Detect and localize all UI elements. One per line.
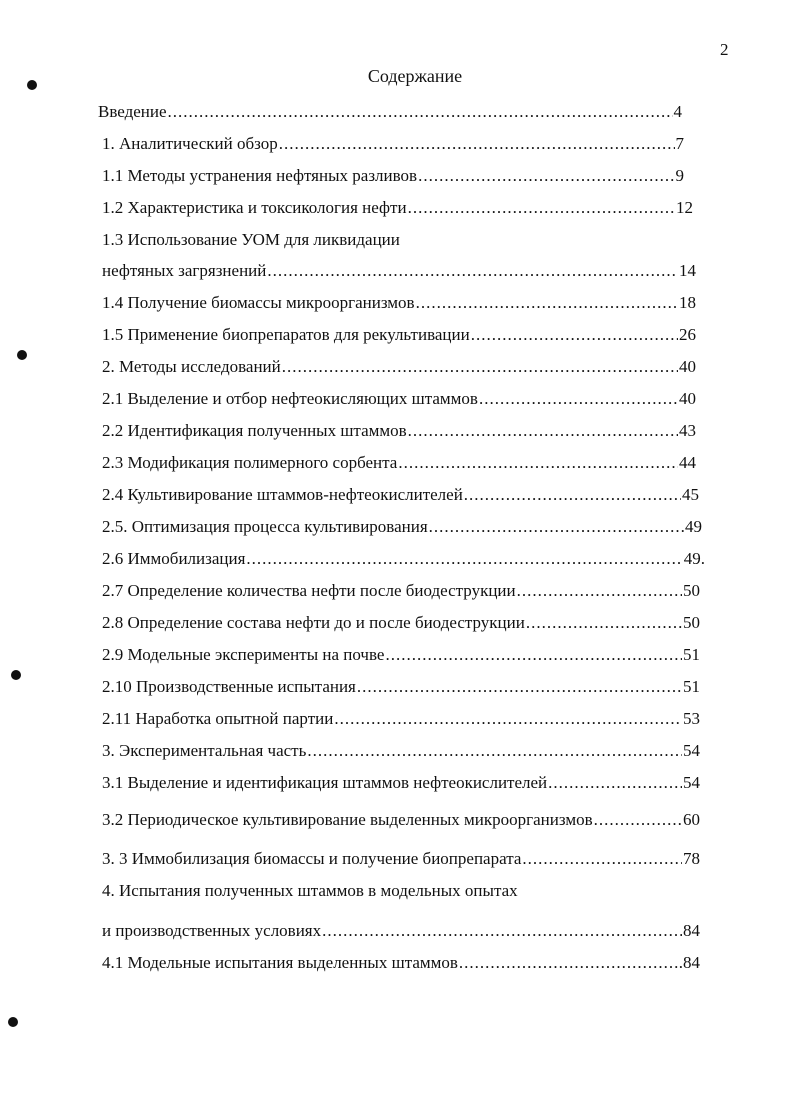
toc-entry-page: 50: [683, 581, 700, 600]
toc-entry-label: 1. Аналитический обзор: [102, 134, 278, 153]
toc-leader-dots: [416, 292, 678, 314]
toc-entry: [102, 452, 696, 474]
toc-entry-label: 4.1 Модельные испытания выделенных штаммов: [102, 953, 458, 972]
toc-leader-dots: [517, 580, 682, 602]
toc-entry-label: 2.4 Культивирование штаммов-нефтеокислителей: [102, 485, 463, 504]
toc-leader-dots: [398, 452, 678, 474]
toc-entry-label: 2.5. Оптимизация процесса культивирования: [102, 517, 428, 536]
toc-entry: [102, 848, 700, 870]
toc-entry-label: 1.2 Характеристика и токсикология нефти: [102, 198, 407, 217]
toc-leader-dots: [522, 848, 682, 870]
toc-entry-page: .84: [678, 953, 700, 972]
toc-leader-dots: [464, 484, 681, 506]
toc-entry: [102, 880, 622, 902]
toc-entry-page: 4: [673, 102, 682, 121]
toc-leader-dots: [168, 101, 673, 123]
toc-entry: [102, 676, 700, 698]
toc-entry-page: 53: [683, 709, 700, 728]
toc-entry-label: 1.5 Применение биопрепаратов для рекультивации: [102, 325, 470, 344]
toc-leader-dots: [246, 548, 682, 570]
toc-title: Содержание: [367, 66, 463, 86]
toc-leader-dots: [418, 165, 674, 187]
toc-entry: [102, 324, 696, 346]
toc-entry: [102, 165, 684, 187]
toc-entry-label: 2.11 Наработка опытной партии: [102, 709, 334, 728]
toc-entry-label: Введение: [98, 102, 167, 121]
page-number: 2: [720, 40, 729, 59]
toc-entry-label: 1.4 Получение биомассы микроорганизмов: [102, 293, 415, 312]
toc-entry-page: 54: [683, 773, 700, 792]
toc-leader-dots: [267, 260, 678, 282]
toc-entry: [102, 612, 700, 634]
toc-entry-page: 12: [676, 198, 693, 217]
punch-hole-mark: [11, 670, 21, 680]
toc-entry-page: 84: [683, 921, 700, 940]
toc-entry: [102, 292, 696, 314]
toc-entry-label: 3. 3 Иммобилизация биомассы и получение биопрепарата: [102, 849, 522, 868]
toc-leader-dots: [334, 708, 682, 730]
toc-entry: [102, 197, 693, 219]
toc-entry-page: 49.: [683, 549, 705, 568]
toc-leader-dots: [548, 772, 682, 794]
toc-entry-page: 49: [685, 517, 702, 536]
toc-leader-dots: [594, 809, 682, 831]
toc-entry-label: 2.8 Определение состава нефти до и после биодеструкции: [102, 613, 525, 632]
toc-entry-label: 3.1 Выделение и идентификация штаммов нефтеокислителей: [102, 773, 548, 792]
toc-entry-label: 2.6 Иммобилизация: [102, 549, 246, 568]
toc-entry-label: 3.2 Периодическое культивирование выделенных микроорганизмов: [102, 810, 593, 829]
toc-leader-dots: [357, 676, 682, 698]
toc-leader-dots: [408, 420, 678, 442]
toc-entry: [102, 388, 696, 410]
toc-entry: [102, 740, 700, 762]
toc-entry: [102, 484, 699, 506]
toc-entry-page: 40: [679, 357, 696, 376]
toc-entry-label: 1.3 Использование УОМ для ликвидации: [102, 230, 400, 249]
toc-entry: [102, 420, 696, 442]
toc-entry: [102, 708, 700, 730]
toc-entry-page: 50: [683, 613, 700, 632]
toc-entry-page: 43: [679, 421, 696, 440]
toc-entry-label: 2.7 Определение количества нефти после биодеструкции: [102, 581, 516, 600]
toc-entry: [102, 133, 684, 155]
toc-leader-dots: [307, 740, 682, 762]
toc-entry-label: 3. Экспериментальная часть: [102, 741, 307, 760]
toc-entry-page: 60: [683, 810, 700, 829]
toc-entry-label: 2.9 Модельные эксперименты на почве: [102, 645, 385, 664]
toc-entry: [102, 516, 702, 538]
toc-entry-label: 1.1 Методы устранения нефтяных разливов: [102, 166, 418, 185]
toc-leader-dots: [322, 920, 682, 942]
toc-entry-page: 51: [683, 645, 700, 664]
toc-entry-page: 26: [679, 325, 696, 344]
toc-entry-page: 45: [682, 485, 699, 504]
punch-hole-mark: [8, 1017, 18, 1027]
toc-entry: [102, 809, 700, 831]
toc-leader-dots: [279, 133, 675, 155]
toc-entry-page: 51: [683, 677, 700, 696]
punch-hole-mark: [27, 80, 37, 90]
toc-entry: [102, 356, 696, 378]
toc-entry-label: 2.3 Модификация полимерного сорбента: [102, 453, 398, 472]
toc-leader-dots: [385, 644, 682, 666]
toc-entry-label: 2.2 Идентификация полученных штаммов: [102, 421, 407, 440]
toc-leader-dots: [471, 324, 678, 346]
toc-leader-dots: [459, 952, 678, 974]
toc-entry-page: 7: [675, 134, 684, 153]
toc-entry-page: 54: [683, 741, 700, 760]
toc-entry-label: нефтяных загрязнений: [102, 261, 267, 280]
toc-entry: [102, 644, 700, 666]
toc-entry-page: 44: [679, 453, 696, 472]
toc-entry-label: 2.1 Выделение и отбор нефтеокисляющих штаммов: [102, 389, 478, 408]
toc-entry: [102, 260, 696, 282]
toc-entry-page: 14: [679, 261, 696, 280]
toc-entry-label: и производственных условиях: [102, 921, 322, 940]
toc-entry: [102, 952, 700, 974]
toc-entry-label: 2.10 Производственные испытания: [102, 677, 356, 696]
toc-entry-label: 2. Методы исследований: [102, 357, 281, 376]
toc-entry: [98, 101, 682, 123]
toc-entry: [102, 548, 705, 570]
toc-entry-page: 9: [675, 166, 684, 185]
toc-entry-label: 4. Испытания полученных штаммов в модельных опытах: [102, 881, 518, 900]
toc-entry: [102, 772, 700, 794]
punch-hole-mark: [17, 350, 27, 360]
toc-entry: [102, 920, 700, 942]
toc-leader-dots: [526, 612, 682, 634]
toc-entry-page: 40: [679, 389, 696, 408]
toc-leader-dots: [282, 356, 678, 378]
toc-entry: [102, 229, 502, 251]
toc-leader-dots: [479, 388, 678, 410]
toc-entry: [102, 580, 700, 602]
toc-entry-page: 78: [683, 849, 700, 868]
toc-entry-page: 18: [679, 293, 696, 312]
toc-leader-dots: [429, 516, 684, 538]
toc-leader-dots: [408, 197, 675, 219]
